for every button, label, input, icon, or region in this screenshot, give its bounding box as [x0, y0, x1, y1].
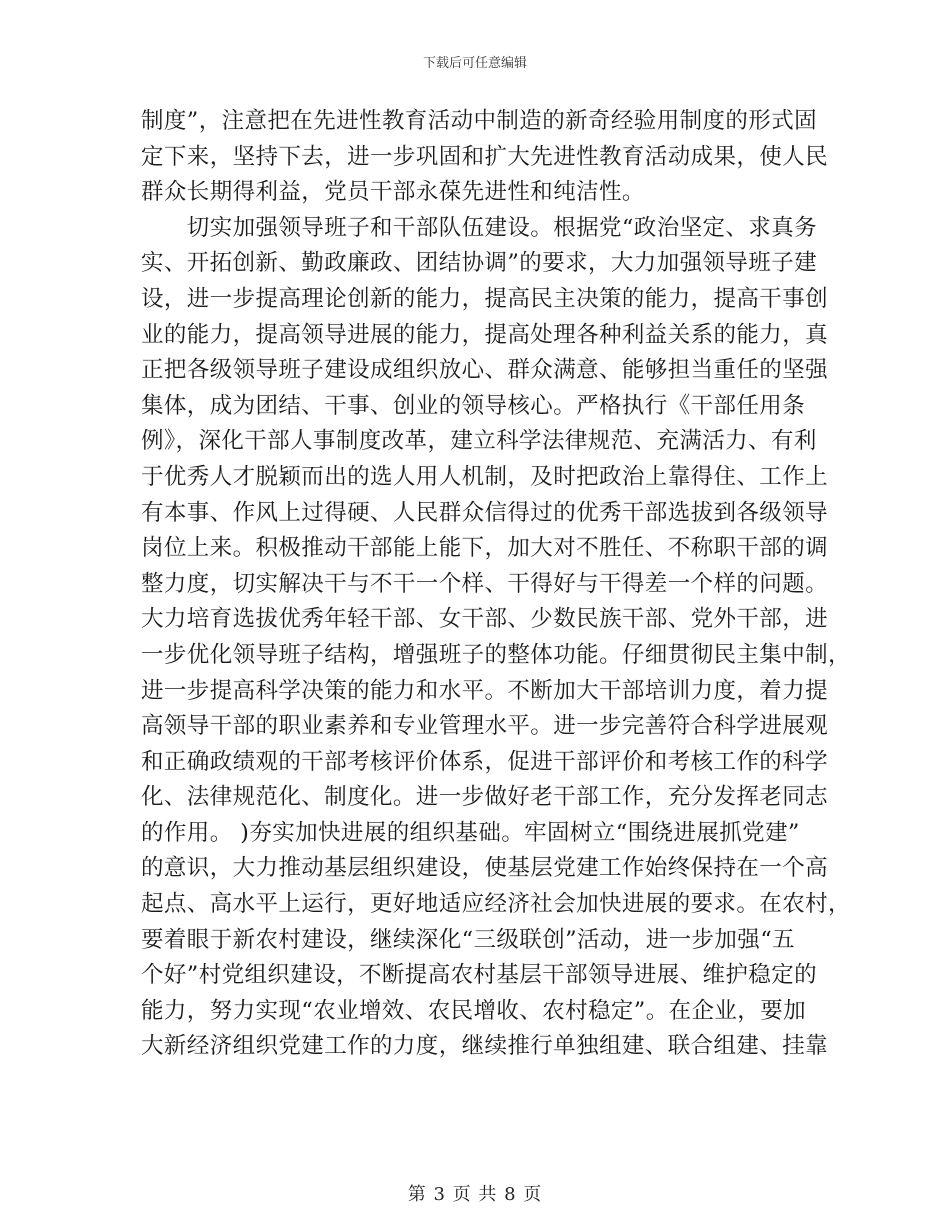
text-line: 设，进一步提高理论创新的能力，提高民主决策的能力，提高干事创 [141, 285, 829, 312]
text-line: 整力度，切实解决干与不干一个样、干得好与干得差一个样的问题。 [141, 570, 829, 597]
text-line: 制度”，注意把在先进性教育活动中制造的新奇经验用制度的形式固 [141, 108, 818, 134]
text-line: 的作用。 )夯实加快进展的组织基础。牢固树立“围绕进展抓党建” [141, 819, 800, 846]
text-line: 群众长期得利益，党员干部永葆先进性和纯洁性。 [141, 179, 645, 206]
text-line: 业的能力，提高领导进展的能力，提高处理各种利益关系的能力，真 [141, 321, 829, 348]
text-line: 定下来，坚持下去，进一步巩固和扩大先进性教育活动成果，使人民 [141, 143, 829, 170]
text-line: 能力，努力实现“农业增效、农民增收、农村稳定”。在企业，要加 [141, 997, 807, 1024]
text-line: 个好”村党组织建设，不断提高农村基层干部领导进展、维护稳定的 [141, 962, 818, 989]
text-line: 要着眼于新农村建设，继续深化“三级联创”活动，进一步加强“五 [141, 926, 796, 953]
header-note: 下载后可任意编辑 [422, 56, 527, 71]
text-line: 例》，深化干部人事制度改革，建立科学法律规范、充满活力、有利 [141, 428, 817, 455]
text-line: 岗位上来。积极推动干部能上能下，加大对不胜任、不称职干部的调 [141, 535, 829, 562]
text-line: 和正确政绩观的干部考核评价体系，促进干部评价和考核工作的科学 [141, 748, 829, 775]
body-text [141, 104, 851, 1065]
text-line: 起点、高水平上运行，更好地适应经济社会加快进展的要求。在农村， [141, 891, 851, 918]
text-line: 化、法律规范化、制度化。进一步做好老干部工作，充分发挥老同志 [141, 784, 829, 811]
text-line: 实、开拓创新、勤政廉政、团结协调”的要求，大力加强领导班子建 [141, 250, 818, 277]
text-line: 集体，成为团结、干事、创业的领导核心。严格执行《干部任用条 [141, 392, 806, 419]
text-line: 切实加强领导班子和干部队伍建设。根据党“政治坚定、求真务 [141, 214, 818, 241]
text-line: 的意识，大力推动基层组织建设，使基层党建工作始终保持在一个高 [141, 855, 829, 882]
text-line: 高领导干部的职业素养和专业管理水平。进一步完善符合科学进展观 [141, 713, 829, 740]
text-line: 进一步提高科学决策的能力和水平。不断加大干部培训力度，着力提 [141, 677, 829, 704]
text-line: 一步优化领导班子结构，增强班子的整体功能。仔细贯彻民主集中制， [141, 641, 851, 668]
text-line: 于优秀人才脱颖而出的选人用人机制，及时把政治上靠得住、工作上 [141, 463, 829, 490]
text-line: 有本事、作风上过得硬、人民群众信得过的优秀干部选拔到各级领导 [141, 499, 829, 526]
text-line: 大新经济组织党建工作的力度，继续推行单独组建、联合组建、挂靠 [141, 1033, 829, 1060]
text-line: 大力培育选拔优秀年轻干部、女干部、少数民族干部、党外干部，进 [141, 606, 829, 633]
text-line: 正把各级领导班子建设成组织放心、群众满意、能够担当重任的坚强 [141, 357, 829, 384]
page-number: 第 3 页 共 8 页 [407, 1184, 543, 1205]
